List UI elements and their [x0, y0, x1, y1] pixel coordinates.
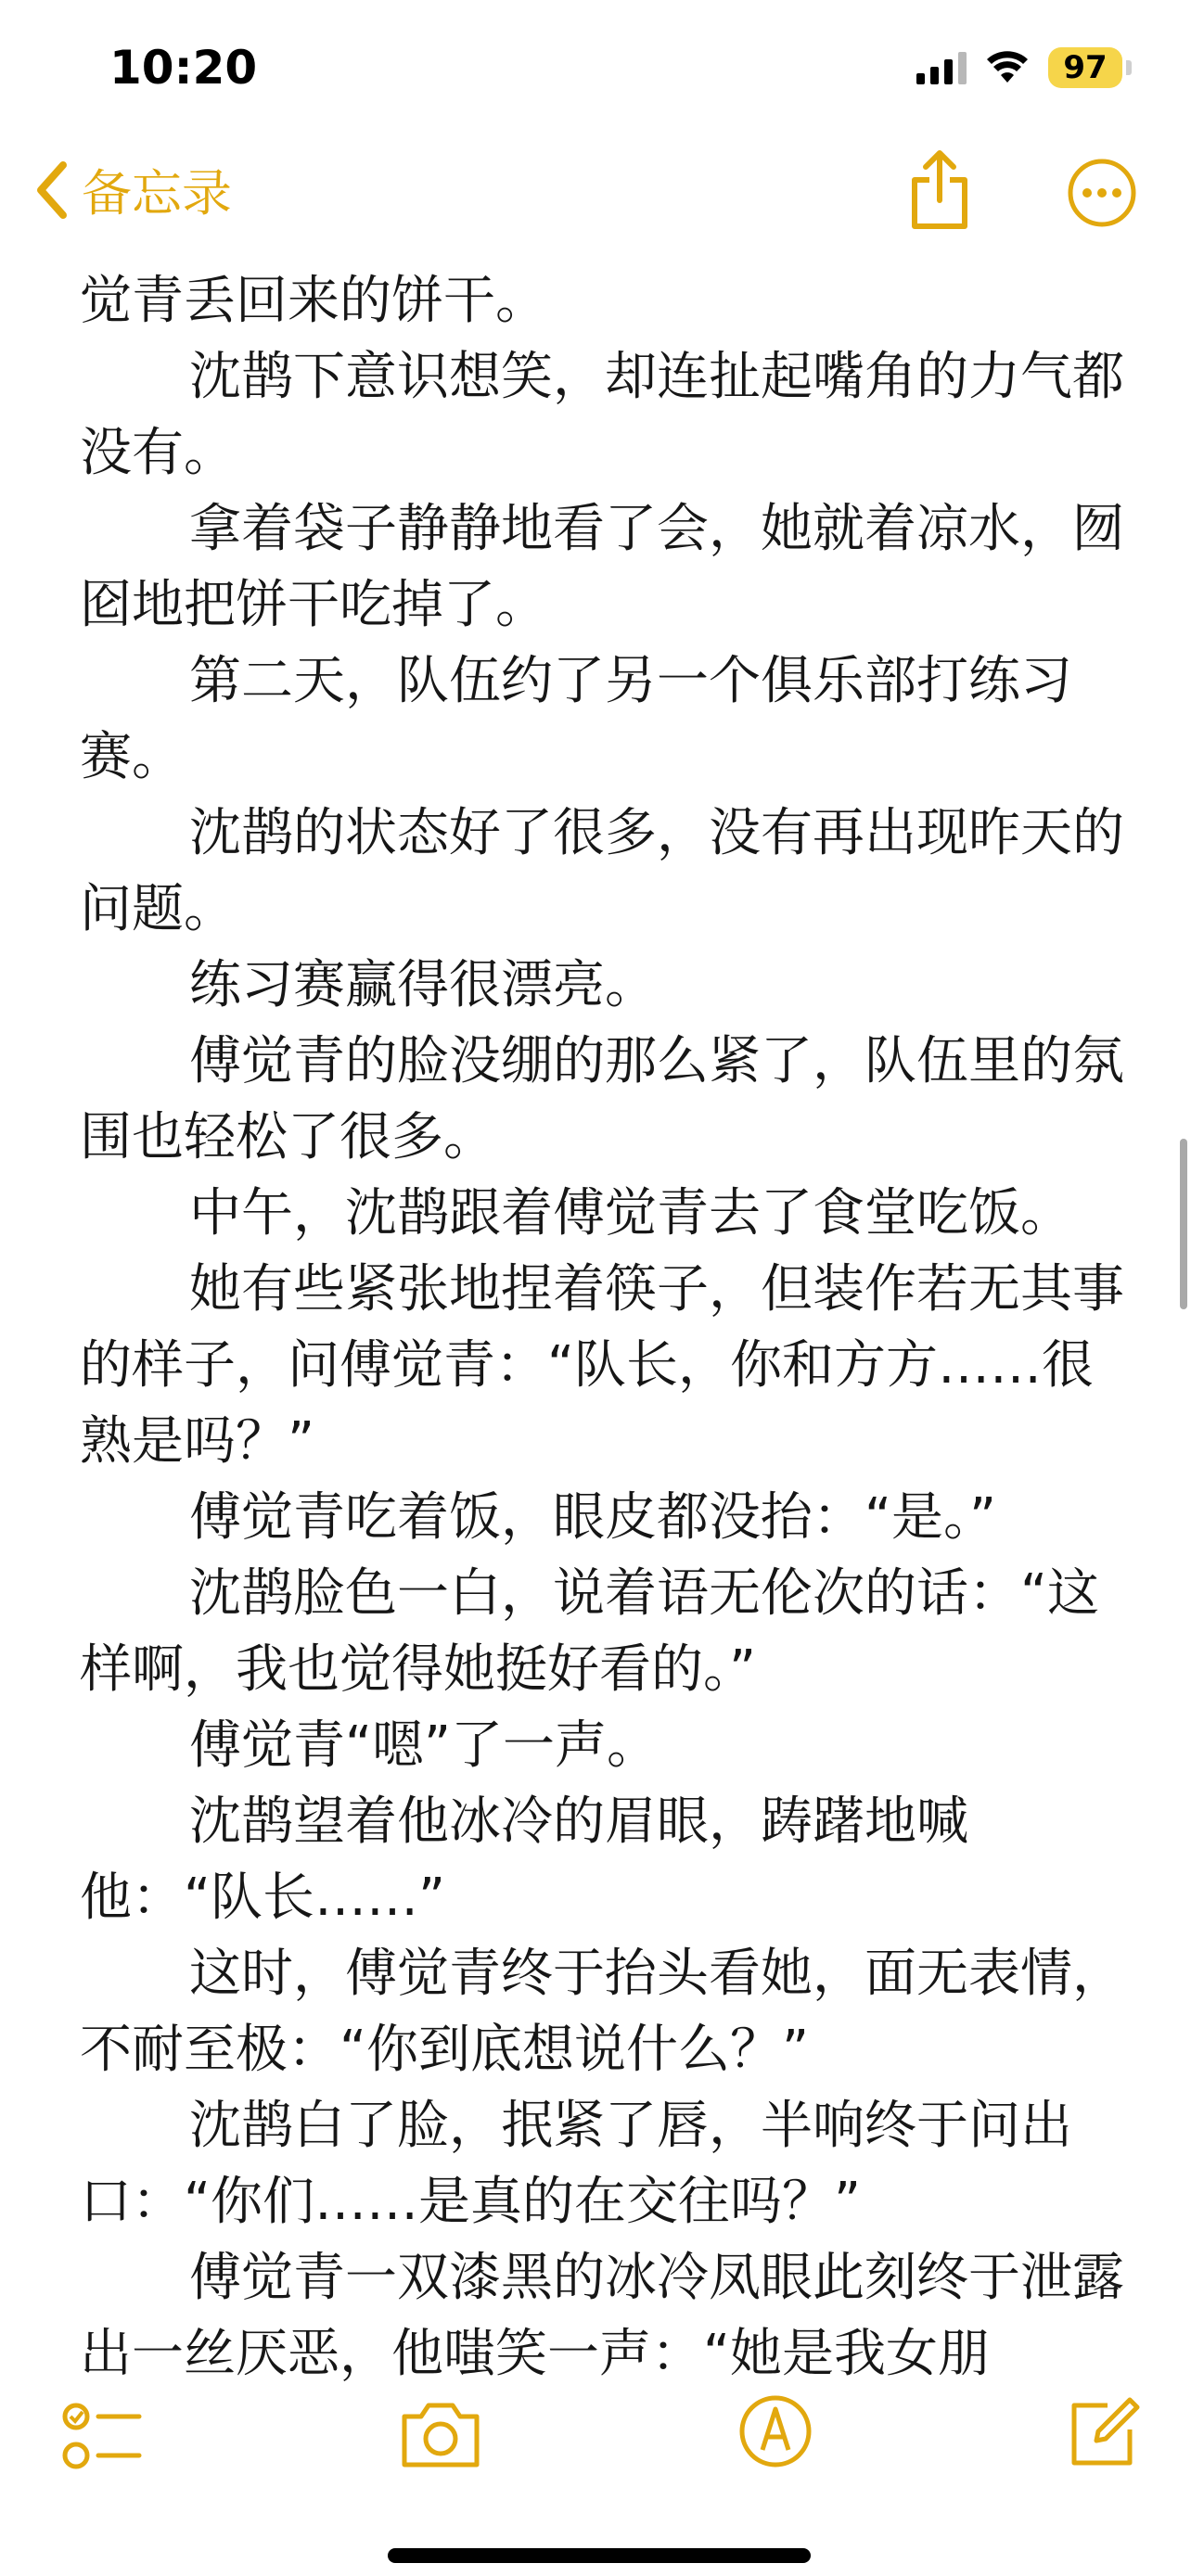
navigation-bar	[0, 130, 1191, 250]
note-paragraph: 练习赛赢得很漂亮。	[189, 955, 657, 1015]
note-text[interactable]	[80, 263, 1128, 2392]
note-paragraph: 沈鹊白了脸，抿紧了唇，半响终于问出口：“你们……是真的在交往吗？”	[80, 2096, 1072, 2232]
back-label: 备忘录	[82, 164, 232, 223]
note-paragraph: 拿着袋子静静地看了会，她就着凉水，囫囵地把饼干吃掉了。	[80, 499, 1124, 635]
status-icons	[916, 45, 1132, 91]
note-paragraph: 第二天，队伍约了另一个俱乐部打练习赛。	[80, 651, 1072, 787]
note-paragraph: 傅觉青吃着饭，眼皮都没抬：“是。”	[189, 1487, 997, 1548]
note-body[interactable]	[80, 0, 1128, 2576]
note-paragraph: 觉青丢回来的饼干。	[80, 271, 547, 331]
back-button[interactable]	[33, 154, 232, 225]
status-bar	[0, 0, 1191, 130]
more-options-icon[interactable]	[1067, 158, 1137, 228]
note-paragraph: 沈鹊下意识想笑，却连扯起嘴角的力气都没有。	[80, 347, 1124, 483]
home-indicator[interactable]	[388, 2548, 811, 2563]
markup-icon[interactable]	[736, 2392, 814, 2470]
note-paragraph: 沈鹊脸色一白，说着语无伦次的话：“这样啊，我也觉得她挺好看的。”	[80, 1563, 1100, 1700]
cellular-signal-icon	[916, 51, 967, 84]
chevron-left-icon	[33, 159, 69, 221]
note-paragraph: 傅觉青一双漆黑的冰冷凤眼此刻终于泄露出一丝厌恶，他嗤笑一声：“她是我女朋	[80, 2248, 1124, 2384]
note-paragraph: 傅觉青“嗯”了一声。	[189, 1715, 660, 1776]
note-paragraph: 这时，傅觉青终于抬头看她，面无表情，不耐至极：“你到底想说什么？”	[80, 1944, 1124, 2080]
compose-icon[interactable]	[1065, 2392, 1143, 2470]
note-paragraph: 沈鹊的状态好了很多，没有再出现昨天的问题。	[80, 803, 1124, 939]
battery-tip	[1126, 60, 1132, 75]
note-paragraph: 沈鹊望着他冰冷的眉眼，踌躇地喊他：“队长……”	[80, 1792, 968, 1928]
share-icon[interactable]	[907, 148, 972, 232]
bottom-toolbar	[0, 2392, 1191, 2522]
note-paragraph: 她有些紧张地捏着筷子，但装作若无其事的样子，问傅觉青：“队长，你和方方……很熟是吗？”	[80, 1259, 1124, 1472]
wifi-icon	[985, 51, 1030, 84]
note-paragraph: 傅觉青的脸没绷的那么紧了，队伍里的氛围也轻松了很多。	[80, 1031, 1124, 1167]
camera-icon[interactable]	[399, 2398, 482, 2470]
status-time: 10:20	[109, 41, 258, 95]
note-paragraph: 中午，沈鹊跟着傅觉青去了食堂吃饭。	[189, 1183, 1072, 1243]
scroll-indicator[interactable]	[1180, 1139, 1187, 1309]
battery-indicator: 97	[1048, 47, 1122, 88]
checklist-icon[interactable]	[61, 2398, 143, 2476]
